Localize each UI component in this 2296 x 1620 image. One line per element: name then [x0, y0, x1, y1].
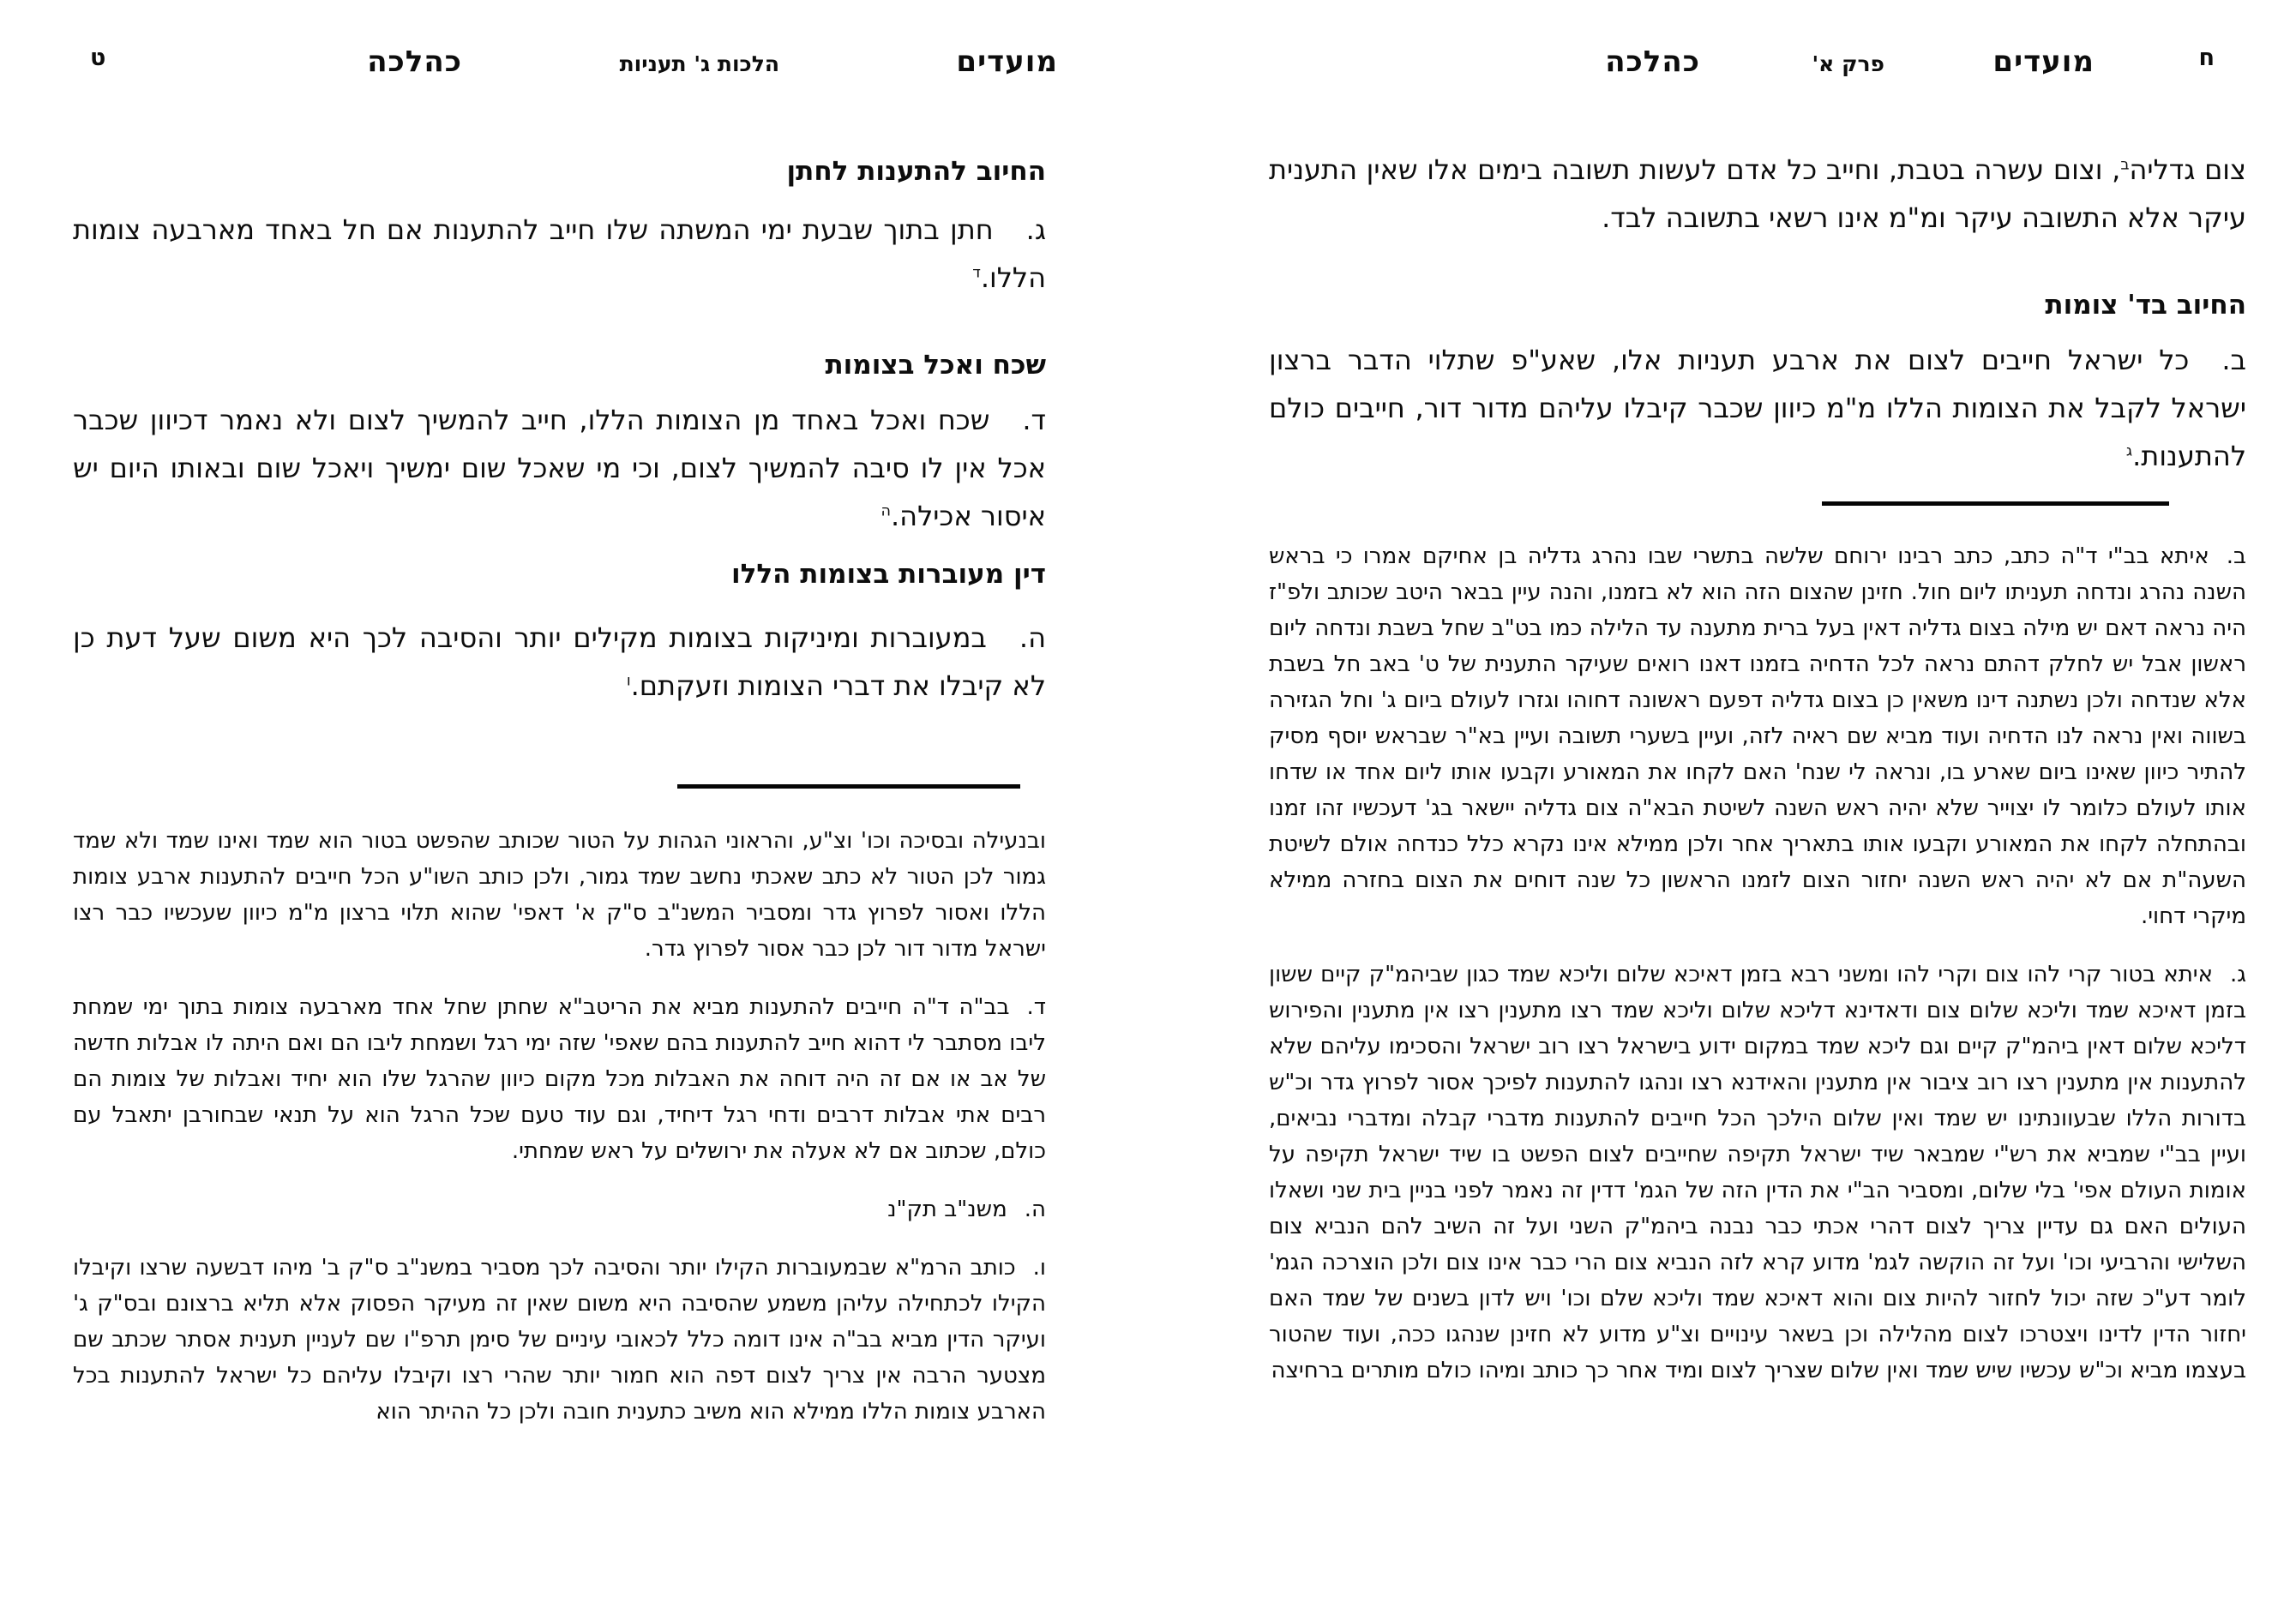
footnote — [1269, 538, 2246, 934]
halacha-marker: ב. — [2221, 344, 2246, 376]
footnote-text: איתא בטור קרי להו צום וקרי להו ומשני רבא בזמן דאיכא שלום וליכא שמד כגון שביהמ"ק קיים ששון בזמן דאיכא שמד וליכא שלום צום ודאדינא דליכא שלום וליכא שמד רצו מתענין רצו אין מתענין והפירוש דליכא שלום דאין ביהמ"ק קיים וגם ליכא שמד במקום ידוע בישראל רצו רוב ישראל והסכימו עליהם שלא להתענות אין מתענין רצו רוב ציבור אין מתענין והאידנא רצו ונהגו להתענות לפיכך אסור לפרוץ גדר וכ"ש בדורות הללו שבעוונתינו יש שמד ואין שלום הילכך הכל חייבים להתענות מדברי קבלה ומדברי נביאים, ועיין בב"י שמביא את רש"י שמבאר שיד ישראל תקיפה שחייבים לצום הפשט בו שיד ישראל תקיפה על אומות העולם אפי' בלי שלום, ומסביר הב"י את הדין הזה של הגמ' דדין זה נאמר לפני בניין בית שני ושאלו העולים האם גם עדיין צריך לצום דהרי אכתי כבר נבנה ביהמ"ק השני ועל זה השיב להם הנביא צום השלישי והרביעי וכו' ועל זה הוקשה לגמ' מדוע קרא לזה הנביא צום הרי כבר אינו צום ולכן הוצרכה הגמ' לומר דע"כ שזה יכול לחזור להיות צום והוא דאיכא שמד וליכא שלם וכו' ויש לדון בשנים של שמד האם יחזור הדין לדינו ויצטרכו לצום מהלילה וכן בשאר עינויים וצ"ע מדוע לא חזינן שנהגו ככה, ועוד שהטור בעצמו מביא וכ"ש עכשיו שיש שמד ואין שלום שצריך לצום ומיד אחר כך כותב ומיהו כולם מותרים ברחיצה — [1269, 962, 2246, 1383]
footnote-continuation — [73, 823, 1046, 967]
footnote — [1269, 957, 2246, 1389]
footnote-marker: ו. — [1032, 1255, 1046, 1281]
halacha-text: כל ישראל חייבים לצום את ארבע תעניות אלו, שאע"פ שתלוי הדבר ברצון ישראל לקבל את הצומות הללו מ"מ כיוון שכבר קיבלו עליהם מדור דור, חייבים כולם להתענות.$^ג$ — [1269, 344, 2246, 472]
footnote-separator — [1822, 501, 2169, 506]
halacha-continuation-paragraph: צום גדליה$^ב$, וצום עשרה בטבת, וחייב כל אדם לעשות תשובה בימים אלו שאין התענית עיקר אלא התשובה עיקר ומ"מ אינו רשאי בתשובה לבד. — [1269, 153, 2247, 234]
running-head-right — [1148, 45, 2296, 86]
footnote-marker: ה. — [1024, 1197, 1046, 1222]
book-title: מועדים — [956, 45, 1058, 79]
halacha-text: במעוברות ומיניקות בצומות מקילים יותר והסיבה לכך היא משום שעל דעת כן לא קיבלו את דברי הצומות וזעקתם.$^ו$ — [73, 621, 1046, 702]
section-heading: דין מעוברות בצומות הללו — [731, 559, 1046, 590]
halachot-section-title: הלכות ג' תעניות — [619, 51, 779, 76]
halacha-paragraph — [73, 206, 1046, 302]
halacha-marker: ג. — [1025, 213, 1046, 246]
footnote-text: איתא בב"י ד"ה כתב, כתב רבינו ירוחם שלשה בתשרי שבו נהרג גדליה בן אחיקם אמרו כי בראש השנה נהרג ונדחה תעניתו ליום חול. חזינן שהצום הזה הוא לא בזמנו, והנה עיין בבאר היטב שכותב ולפ"ז היה נראה דאם יש מילה בצום גדליה דאין בעל ברית מתענה עד הלילה כמו בט"ב שחל בשבת ונדחה ליום ראשון אבל יש לחלק דהתם נראה לכל הדחיה בזמנו דאנו רואים שעיקר התענית של ט' באב חל בשבת אלא שנדחה ולכן נשתנה דינו משאין כן בצום גדליה דפעם ראשונה דחוהו וגזרו לעולם ביום ג' וחל הגזירה בשווה ואין נראה לנו הדחיה ועוד מביא שם ראיה לזה, ועיין בשערי תשובה ועיין בא"ר שבראש יוסף מסיק להתיר כיוון שאינו ביום שארע בו, ונראה לי שנח' האם לקחו את המאורע וקבעו אותו ליום אחד או שדחו אותו לעולם כלומר לו יצוייר שלא יהיה ראש השנה לשיטת הבא"ה צום גדליה יישאר בג' דעכשיו זהו זמנו ובהתחלה לקחו את המאורע וקבעו אותו בתאריך אחר ולכן ממילא אינו נקרא כלל כנדחה אולם לשיטת השעה"ת אם לא יהיה ראש השנה יחזור הצום לזמנו הראשון כל שנה דוחים את הצום בחזרה ממילא מיקרי דחוי. — [1269, 543, 2246, 929]
footnote — [73, 1250, 1046, 1430]
running-head-left — [0, 45, 1148, 86]
halacha-text: שכח ואכל באחד מן הצומות הללו, חייב להמשיך לצום ולא נאמר דכיוון שכבר אכל אין לו סיבה להמשיך לצום, וכי מי שאכל שום ימשיך ויאכל שום ובאותו היום יש איסור אכילה.$^ה$ — [73, 404, 1046, 532]
halacha-marker: ד. — [1022, 404, 1046, 436]
footnote-marker: ב. — [2226, 543, 2246, 569]
section-heading: החיוב בד' צומות — [2045, 290, 2246, 321]
footnotes-section — [1269, 538, 2246, 1411]
section-heading: החיוב להתענות לחתן — [786, 156, 1046, 187]
footnote — [73, 1191, 1046, 1227]
halacha-paragraph — [73, 396, 1046, 540]
book-title: מועדים — [1992, 45, 2095, 79]
halacha-marker: ה. — [1019, 621, 1046, 654]
footnote-marker: ד. — [1026, 994, 1046, 1020]
footnote — [73, 989, 1046, 1169]
page-number: ט — [90, 45, 106, 71]
footnote-text: ובנעילה ובסיכה וכו' וצ"ע, והראוני הגהות על הטור שכותב שהפשט בטור הוא שמד ואינו שמד ולא שמד גמור לכן הטור לא כתב שאכתי נחשב שמד גמור, ולכן כותב השו"ע הכל חייבים להתענות ארבע צומות הללו ואסור לפרוץ גדר ומסביר המשנ"ב ס"ק א' דאפי' שהוא תלוי ברצון מ"מ כיוון שעכשיו כבר רצו ישראל מדור דור לכן כבר אסור לפרוץ גדר. — [73, 828, 1046, 962]
halacha-paragraph — [73, 614, 1046, 710]
chapter-title: פרק א' — [1812, 51, 1884, 76]
section-heading: שכח ואכל בצומות — [825, 350, 1046, 381]
book-subtitle: כהלכה — [1605, 45, 1700, 79]
book-subtitle: כהלכה — [367, 45, 462, 79]
halacha-text: חתן בתוך שבעת ימי המשתה שלו חייב להתענות אם חל באחד מארבעה צומות הללו.$^ד$ — [73, 213, 1046, 294]
page-right — [1148, 0, 2296, 1620]
footnote-marker: ג. — [2230, 962, 2246, 987]
footnote-separator — [677, 784, 1020, 789]
footnote-text: כותב הרמ"א שבמעוברות הקילו יותר והסיבה לכך מסביר במשנ"ב ס"ק ב' מיהו דבשעה שרצו וקיבלו הקילו לכתחילה עליהן משמע שהסיבה היא משום שאין זה מעיקר הפסוק אלא תליא ברצונם ובס"ק ג' ועיקר הדין מביא בב"ה אינו דומה כלל לכאובי עיניים של סימן תרפ"ו שם לעניין תענית אסתר שכתב שם מצטער הרבה אין צריך לצום דפה הוא חמור יותר שהרי רצו וקיבלו עליהם כל ישראל להתענות בכל הארבע צומות הללו ממילא הוא משיב כתענית חובה ולכן כל ההיתר הוא — [73, 1255, 1046, 1425]
halacha-paragraph — [1269, 336, 2246, 480]
footnotes-section — [73, 823, 1046, 1452]
footnote-text: משנ"ב תק"נ — [887, 1197, 1007, 1222]
page-number: ח — [2198, 45, 2215, 71]
footnote-text: בב"ה ד"ה חייבים להתענות מביא את הריטב"א שחתן שחל אחד מארבעה צומות בתוך ימי שמחת ליבו מסתבר לי דהוא חייב להתענות בהם שאפי' שזה ימי רגל ושמחת ליבו הם ואם היתה לו אבלות חדשה של אב או אם זה היה דוחה את האבלות מכל מקום כיוון שהרגל שלו הוא יחיד ואבלות של צומות הם רבים אתי אבלות דרבים ודחי רגל דיחיד, וגם עוד טעם שכל הרגל הוא על תנאי שבחורבן יתאבל עם כולם, שכתוב אם לא אעלה את ירושלים על ראש שמחתי. — [73, 994, 1046, 1164]
